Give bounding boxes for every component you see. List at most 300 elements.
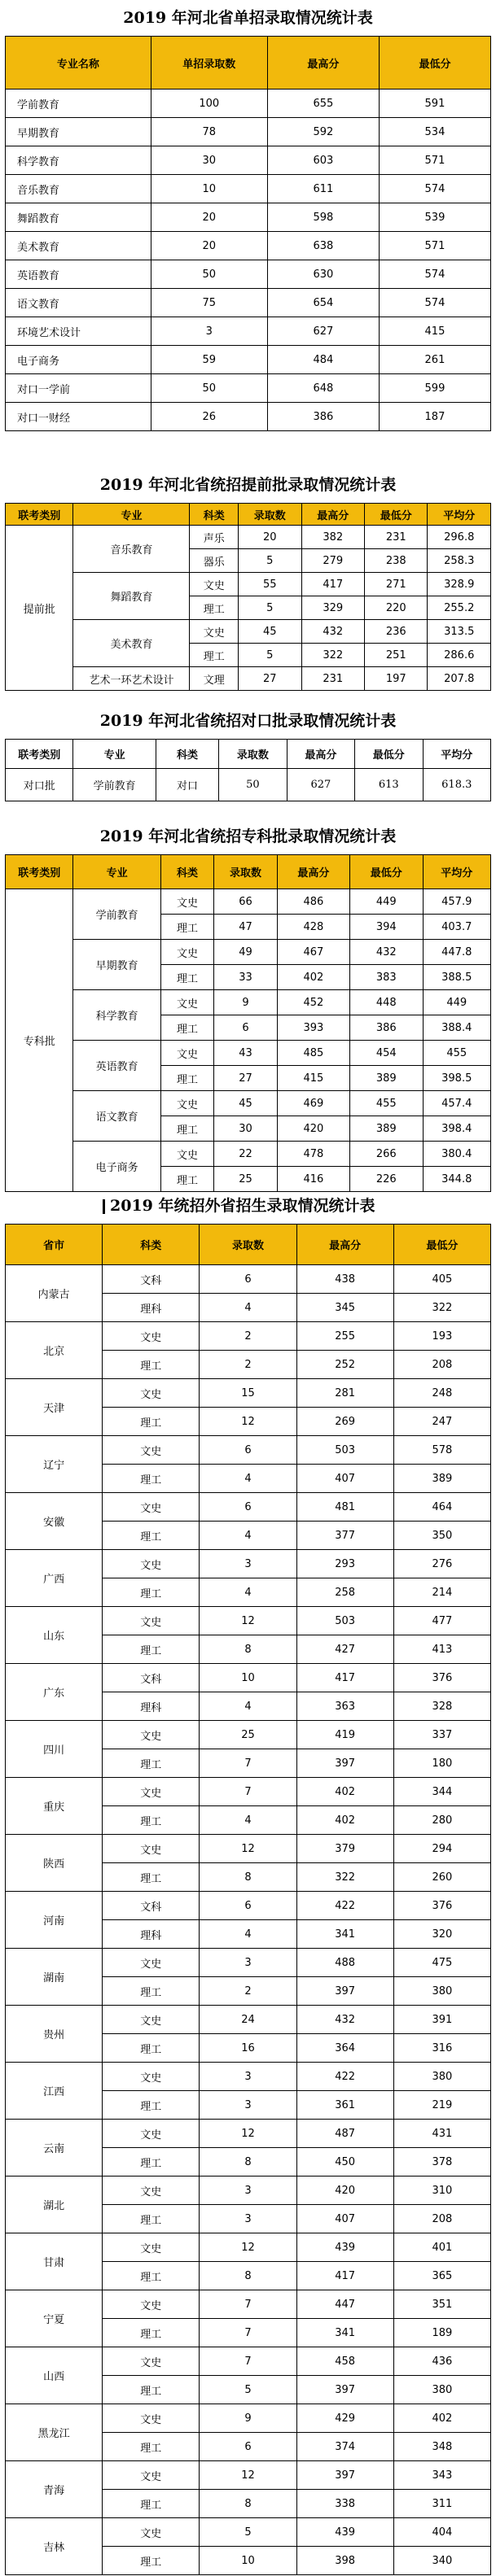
t2-value-cell: 328.9 [428,573,491,596]
t5-value-cell: 12 [200,2120,296,2148]
t5-value-cell: 3 [200,2205,296,2233]
t1-value-cell: 655 [267,90,379,118]
t5-row [6,1664,491,1692]
t4-value-cell: 393 [277,1015,349,1041]
t1-major-cell: 对口一财经 [6,403,151,431]
t5-value-cell: 文史 [103,2290,200,2319]
t4-header: 平均分 [423,855,491,889]
t2-value-cell: 417 [301,573,364,596]
t5-province-cell: 重庆 [6,1778,103,1835]
t5-value-cell: 337 [393,1721,490,1749]
t4-value-cell: 47 [214,915,277,940]
t5-value-cell: 文史 [103,2233,200,2262]
t5-value-cell: 328 [393,1692,490,1721]
t1-header: 最高分 [267,37,379,90]
t4-table [5,854,491,1192]
t5-value-cell: 397 [296,1749,393,1778]
t5-value-cell: 458 [296,2347,393,2376]
t4-value-cell: 467 [277,940,349,965]
t5-value-cell: 12 [200,2461,296,2490]
t5-value-cell: 7 [200,2347,296,2376]
t4-value-cell: 理工 [160,1116,214,1142]
t5-value-cell: 理工 [103,2433,200,2461]
t4-value-cell: 469 [277,1091,349,1116]
t2-value-cell: 声乐 [190,526,239,549]
t4-row [6,940,491,965]
t5-value-cell: 432 [296,2006,393,2034]
title-marker [103,1199,105,1214]
t4-value-cell: 文史 [160,889,214,915]
t5-value-cell: 280 [393,1806,490,1835]
t5-value-cell: 文史 [103,2063,200,2091]
t5-value-cell: 404 [393,2518,490,2547]
t1-value-cell: 539 [379,203,490,232]
t5-province-cell: 内蒙古 [6,1265,103,1322]
t4-value-cell: 45 [214,1091,277,1116]
t4-value-cell: 理工 [160,915,214,940]
t5-row [6,2233,491,2262]
t2-value-cell: 258.3 [428,549,491,573]
t1-major-cell: 英语教育 [6,260,151,289]
t5-title: 2019 年统招外省招生录取情况统计表 [110,1197,375,1215]
t5-value-cell: 391 [393,2006,490,2034]
t1-value-cell: 50 [151,374,267,403]
t5-row [6,2006,491,2034]
t5-value-cell: 8 [200,1863,296,1892]
t4-value-cell: 452 [277,990,349,1015]
t5-value-cell: 8 [200,2148,296,2177]
t5-value-cell: 389 [393,1465,490,1493]
t5-value-cell: 488 [296,1949,393,1977]
t5-value-cell: 341 [296,2319,393,2347]
t2-value-cell: 236 [365,620,428,644]
t1-major-cell: 环境艺术设计 [6,317,151,346]
t5-value-cell: 文史 [103,1436,200,1465]
t4-value-cell: 485 [277,1041,349,1066]
t5-value-cell: 276 [393,1550,490,1578]
t2-header: 最高分 [301,504,364,526]
t3-header: 联考类别 [6,740,73,769]
t5-value-cell: 7 [200,1749,296,1778]
t5-value-cell: 413 [393,1635,490,1664]
t5-value-cell: 6 [200,1436,296,1465]
t4-value-cell: 9 [214,990,277,1015]
t2-major-cell: 美术教育 [73,620,190,667]
t4-header: 专业 [73,855,160,889]
t5-value-cell: 258 [296,1578,393,1607]
t5-value-cell: 15 [200,1379,296,1408]
t2-value-cell: 279 [301,549,364,573]
t3-header: 科类 [156,740,218,769]
t5-value-cell: 8 [200,2490,296,2518]
t1-value-cell: 75 [151,289,267,317]
t3-row [6,769,491,801]
t3-cell: 627 [287,769,354,801]
t5-value-cell: 252 [296,1351,393,1379]
t5-value-cell: 2 [200,1322,296,1351]
t5-value-cell: 文史 [103,1835,200,1863]
t5-value-cell: 理工 [103,2547,200,2575]
t5-value-cell: 481 [296,1493,393,1522]
t5-value-cell: 文史 [103,2006,200,2034]
t5-header: 最高分 [296,1225,393,1265]
t5-value-cell: 208 [393,2205,490,2233]
t2-value-cell: 27 [239,667,301,691]
t5-value-cell: 436 [393,2347,490,2376]
t1-value-cell: 534 [379,118,490,146]
t4-value-cell: 理工 [160,1066,214,1091]
t2-value-cell: 文史 [190,573,239,596]
t5-value-cell: 503 [296,1607,393,1635]
t4-value-cell: 文史 [160,940,214,965]
t5-value-cell: 文史 [103,2120,200,2148]
t4-header: 最高分 [277,855,349,889]
t5-header: 科类 [103,1225,200,1265]
t5-value-cell: 4 [200,1920,296,1949]
t4-value-cell: 49 [214,940,277,965]
t5-value-cell: 理工 [103,1351,200,1379]
t4-value-cell: 33 [214,965,277,990]
t2-header: 专业 [73,504,190,526]
t4-value-cell: 27 [214,1066,277,1091]
t5-value-cell: 理工 [103,1465,200,1493]
t2-header: 最低分 [365,504,428,526]
t5-value-cell: 420 [296,2177,393,2205]
t2-value-cell: 313.5 [428,620,491,644]
t4-value-cell: 380.4 [423,1142,491,1167]
t5-value-cell: 380 [393,1977,490,2006]
t5-value-cell: 450 [296,2148,393,2177]
t5-value-cell: 316 [393,2034,490,2063]
t2-header: 平均分 [428,504,491,526]
t4-value-cell: 389 [350,1116,423,1142]
t1-value-cell: 598 [267,203,379,232]
t2-value-cell: 231 [365,526,428,549]
t4-value-cell: 389 [350,1066,423,1091]
t2-title: 2019 年河北省统招提前批录取情况统计表 [99,476,397,494]
t4-value-cell: 398.5 [423,1066,491,1091]
t5-value-cell: 438 [296,1265,393,1294]
t5-value-cell: 417 [296,1664,393,1692]
t5-value-cell: 363 [296,1692,393,1721]
t1-value-cell: 627 [267,317,379,346]
t3-header: 平均分 [423,740,490,769]
t5-value-cell: 文史 [103,1379,200,1408]
t4-value-cell: 447.8 [423,940,491,965]
t3-cell: 学前教育 [73,769,156,801]
t5-value-cell: 422 [296,1892,393,1920]
t1-value-cell: 30 [151,146,267,175]
t5-value-cell: 487 [296,2120,393,2148]
t5-value-cell: 理工 [103,1635,200,1664]
t1-row [6,374,491,403]
t5-value-cell: 理工 [103,1977,200,2006]
t2-header: 录取数 [239,504,301,526]
t2-value-cell: 271 [365,573,428,596]
t5-value-cell: 6 [200,2433,296,2461]
t4-value-cell: 25 [214,1167,277,1192]
t4-value-cell: 449 [350,889,423,915]
t5-value-cell: 理工 [103,2319,200,2347]
t5-value-cell: 405 [393,1265,490,1294]
t5-value-cell: 293 [296,1550,393,1578]
t5-province-cell: 河南 [6,1892,103,1949]
t2-value-cell: 197 [365,667,428,691]
t5-value-cell: 344 [393,1778,490,1806]
t4-row [6,1091,491,1116]
t2-major-cell: 艺术一环艺术设计 [73,667,190,691]
t5-value-cell: 439 [296,2518,393,2547]
t4-major-cell: 电子商务 [73,1142,160,1192]
t5-table [5,1224,491,2575]
t5-value-cell: 5 [200,2518,296,2547]
t4-batch-cell: 专科批 [6,889,73,1192]
t5-province-cell: 湖南 [6,1949,103,2006]
t5-value-cell: 322 [296,1863,393,1892]
t5-title-wrap [5,1188,491,1224]
t1-row [6,403,491,431]
t5-value-cell: 380 [393,2063,490,2091]
t2-value-cell: 5 [239,596,301,620]
t1-value-cell: 592 [267,118,379,146]
t5-value-cell: 503 [296,1436,393,1465]
t4-value-cell: 478 [277,1142,349,1167]
t4-value-cell: 448 [350,990,423,1015]
t1-value-cell: 50 [151,260,267,289]
t5-value-cell: 377 [296,1522,393,1550]
t3-cell: 对口 [156,769,218,801]
t5-value-cell: 4 [200,1522,296,1550]
t1-value-cell: 648 [267,374,379,403]
t1-value-cell: 187 [379,403,490,431]
t5-value-cell: 文史 [103,1721,200,1749]
t1-row [6,146,491,175]
t5-value-cell: 427 [296,1635,393,1664]
t4-major-cell: 英语教育 [73,1041,160,1091]
t5-value-cell: 文史 [103,1949,200,1977]
t4-value-cell: 455 [423,1041,491,1066]
t5-value-cell: 6 [200,1265,296,1294]
t5-value-cell: 294 [393,1835,490,1863]
t5-row [6,1493,491,1522]
t4-value-cell: 449 [423,990,491,1015]
t5-value-cell: 10 [200,1664,296,1692]
t3-table [5,739,491,801]
t4-value-cell: 398.4 [423,1116,491,1142]
t5-value-cell: 407 [296,1465,393,1493]
t2-value-cell: 理工 [190,644,239,667]
t2-value-cell: 432 [301,620,364,644]
t5-value-cell: 380 [393,2376,490,2404]
t5-value-cell: 理工 [103,2205,200,2233]
t5-value-cell: 419 [296,1721,393,1749]
t5-row [6,1379,491,1408]
t4-value-cell: 454 [350,1041,423,1066]
t5-value-cell: 文史 [103,1550,200,1578]
t2-header: 科类 [190,504,239,526]
t1-row [6,203,491,232]
t5-province-cell: 黑龙江 [6,2404,103,2461]
t1-table [5,36,491,431]
t1-header: 专业名称 [6,37,151,90]
t5-value-cell: 理工 [103,1408,200,1436]
t5-value-cell: 8 [200,1635,296,1664]
t5-value-cell: 475 [393,1949,490,1977]
t5-value-cell: 189 [393,2319,490,2347]
t5-value-cell: 340 [393,2547,490,2575]
t5-row [6,1721,491,1749]
t5-province-cell: 山西 [6,2347,103,2404]
t1-value-cell: 571 [379,146,490,175]
t2-row [6,526,491,549]
t5-value-cell: 25 [200,1721,296,1749]
t5-value-cell: 260 [393,1863,490,1892]
t5-value-cell: 378 [393,2148,490,2177]
t5-province-cell: 山东 [6,1607,103,1664]
t1-value-cell: 415 [379,317,490,346]
t5-value-cell: 4 [200,1578,296,1607]
t3-header: 最低分 [355,740,423,769]
t4-value-cell: 22 [214,1142,277,1167]
t4-title: 2019 年河北省统招专科批录取情况统计表 [99,827,397,845]
t5-row [6,2120,491,2148]
t2-value-cell: 20 [239,526,301,549]
t5-value-cell: 417 [296,2262,393,2290]
t4-value-cell: 457.9 [423,889,491,915]
t5-value-cell: 578 [393,1436,490,1465]
t4-value-cell: 455 [350,1091,423,1116]
t5-value-cell: 文史 [103,2347,200,2376]
t1-row [6,90,491,118]
t5-value-cell: 3 [200,2091,296,2120]
t2-value-cell: 220 [365,596,428,620]
t5-value-cell: 理工 [103,1522,200,1550]
t5-value-cell: 理工 [103,1806,200,1835]
t5-value-cell: 理工 [103,2490,200,2518]
t5-row [6,2518,491,2547]
t5-value-cell: 193 [393,1322,490,1351]
t1-value-cell: 3 [151,317,267,346]
t2-value-cell: 207.8 [428,667,491,691]
t1-value-cell: 654 [267,289,379,317]
t5-value-cell: 理工 [103,2262,200,2290]
t1-value-cell: 386 [267,403,379,431]
t5-province-cell: 天津 [6,1379,103,1436]
t5-province-cell: 四川 [6,1721,103,1778]
t5-row [6,2461,491,2490]
t5-value-cell: 350 [393,1522,490,1550]
t1-major-cell: 电子商务 [6,346,151,374]
t2-value-cell: 231 [301,667,364,691]
t5-value-cell: 4 [200,1294,296,1322]
t5-value-cell: 248 [393,1379,490,1408]
t1-section [0,0,496,467]
t4-value-cell: 理工 [160,1015,214,1041]
t1-value-cell: 10 [151,175,267,203]
t5-value-cell: 401 [393,2233,490,2262]
t5-row [6,1607,491,1635]
t4-value-cell: 理工 [160,965,214,990]
t3-cell: 618.3 [423,769,490,801]
t5-value-cell: 322 [393,1294,490,1322]
t1-value-cell: 574 [379,175,490,203]
t5-row [6,1835,491,1863]
t2-value-cell: 251 [365,644,428,667]
t5-header: 省市 [6,1225,103,1265]
t5-value-cell: 247 [393,1408,490,1436]
t4-major-cell: 学前教育 [73,889,160,940]
t2-major-cell: 音乐教育 [73,526,190,573]
t1-major-cell: 科学教育 [6,146,151,175]
t1-value-cell: 20 [151,203,267,232]
t5-value-cell: 379 [296,1835,393,1863]
t5-value-cell: 2 [200,1351,296,1379]
t5-value-cell: 255 [296,1322,393,1351]
t2-value-cell: 322 [301,644,364,667]
t5-value-cell: 3 [200,1949,296,1977]
t1-row [6,175,491,203]
t5-value-cell: 402 [296,1806,393,1835]
t5-value-cell: 理科 [103,1692,200,1721]
t1-major-cell: 音乐教育 [6,175,151,203]
t5-value-cell: 3 [200,1550,296,1578]
t5-value-cell: 431 [393,2120,490,2148]
t5-value-cell: 文史 [103,2461,200,2490]
t2-row [6,667,491,691]
t4-value-cell: 403.7 [423,915,491,940]
t5-header: 录取数 [200,1225,296,1265]
t3-header: 录取数 [219,740,287,769]
t2-table [5,503,491,691]
t5-province-cell: 陕西 [6,1835,103,1892]
t4-value-cell: 420 [277,1116,349,1142]
t2-value-cell: 329 [301,596,364,620]
t5-value-cell: 281 [296,1379,393,1408]
t1-value-cell: 100 [151,90,267,118]
t1-value-cell: 26 [151,403,267,431]
t4-value-cell: 文史 [160,1091,214,1116]
t1-value-cell: 574 [379,289,490,317]
t1-row [6,260,491,289]
t5-value-cell: 文史 [103,1778,200,1806]
t1-value-cell: 611 [267,175,379,203]
t5-row [6,2347,491,2376]
t3-section [0,703,496,819]
t5-province-cell: 贵州 [6,2006,103,2063]
t5-value-cell: 理工 [103,2034,200,2063]
t4-row [6,1142,491,1167]
t5-value-cell: 文史 [103,1322,200,1351]
t5-row [6,1436,491,1465]
t3-header: 最高分 [287,740,354,769]
t1-value-cell: 261 [379,346,490,374]
t4-value-cell: 416 [277,1167,349,1192]
t5-province-cell: 湖北 [6,2177,103,2233]
t5-value-cell: 24 [200,2006,296,2034]
t4-value-cell: 386 [350,1015,423,1041]
t5-value-cell: 理科 [103,1920,200,1949]
t1-value-cell: 484 [267,346,379,374]
t5-value-cell: 文科 [103,1265,200,1294]
t4-major-cell: 早期教育 [73,940,160,990]
t5-value-cell: 16 [200,2034,296,2063]
t3-title: 2019 年河北省统招对口批录取情况统计表 [99,712,397,730]
t5-value-cell: 320 [393,1920,490,1949]
t5-value-cell: 351 [393,2290,490,2319]
t1-major-cell: 学前教育 [6,90,151,118]
t5-value-cell: 7 [200,2290,296,2319]
t5-value-cell: 439 [296,2233,393,2262]
